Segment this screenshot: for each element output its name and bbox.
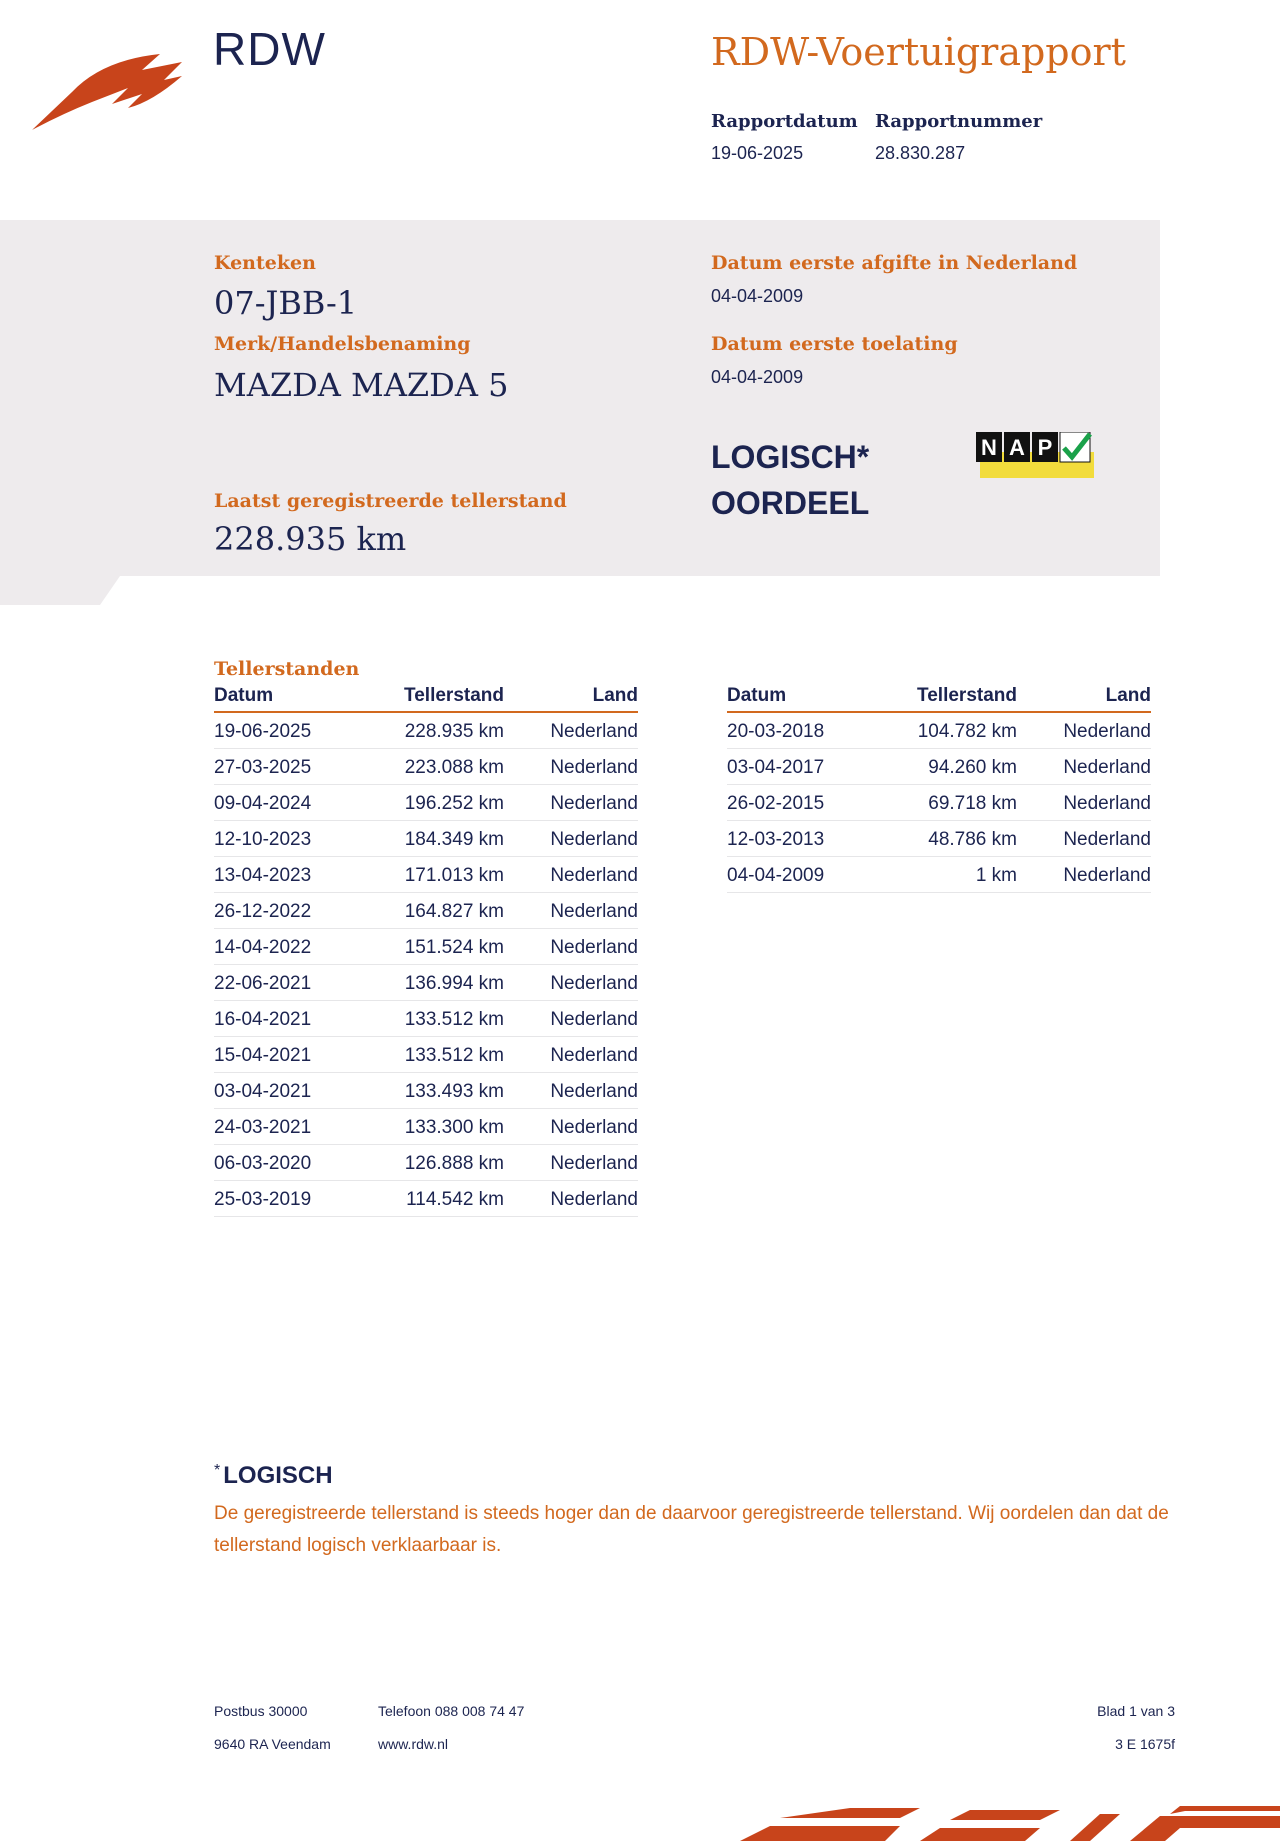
col-land-header: Land: [504, 680, 638, 712]
cell-datum: 03-04-2021: [214, 1072, 364, 1108]
table-row: [727, 748, 1151, 784]
cell-tellerstand: 104.782 km: [877, 712, 1017, 748]
footer-address: 9640 RA Veendam: [214, 1736, 331, 1752]
cell-land: Nederland: [504, 1180, 638, 1216]
tellerstanden-title: Tellerstanden: [214, 658, 360, 680]
col-tellerstand-header: Tellerstand: [364, 680, 504, 712]
footnote-title-text: LOGISCH: [223, 1462, 333, 1489]
col-tellerstand-header: Tellerstand: [877, 680, 1017, 712]
afgifte-label: Datum eerste afgifte in Nederland: [711, 252, 1078, 274]
footnote-title: [214, 1462, 333, 1490]
cell-tellerstand: 133.300 km: [364, 1108, 504, 1144]
cell-tellerstand: 48.786 km: [877, 820, 1017, 856]
table-row: [727, 784, 1151, 820]
cell-datum: 06-03-2020: [214, 1144, 364, 1180]
report-title: RDW-Voertuigrapport: [711, 30, 1126, 74]
cell-tellerstand: 1 km: [877, 856, 1017, 892]
oordeel-line1: LOGISCH*: [711, 439, 870, 475]
table-row: [214, 856, 638, 892]
cell-datum: 12-10-2023: [214, 820, 364, 856]
cell-land: Nederland: [504, 1108, 638, 1144]
cell-tellerstand: 171.013 km: [364, 856, 504, 892]
nap-letter-p: P: [1037, 435, 1053, 460]
afgifte-value: 04-04-2009: [711, 286, 804, 306]
cell-tellerstand: 228.935 km: [364, 712, 504, 748]
cell-datum: 25-03-2019: [214, 1180, 364, 1216]
cell-tellerstand: 69.718 km: [877, 784, 1017, 820]
toelating-label: Datum eerste toelating: [711, 333, 958, 355]
tellerstanden-table-right: [727, 680, 1151, 893]
cell-tellerstand: 133.493 km: [364, 1072, 504, 1108]
cell-land: Nederland: [504, 784, 638, 820]
table-row: [214, 1144, 638, 1180]
cell-datum: 26-02-2015: [727, 784, 877, 820]
cell-datum: 13-04-2023: [214, 856, 364, 892]
cell-land: Nederland: [504, 1000, 638, 1036]
cell-tellerstand: 196.252 km: [364, 784, 504, 820]
col-datum-header: Datum: [214, 680, 364, 712]
cell-land: Nederland: [1017, 748, 1151, 784]
cell-land: Nederland: [504, 1144, 638, 1180]
toelating-value: 04-04-2009: [711, 367, 804, 387]
cell-datum: 20-03-2018: [727, 712, 877, 748]
table-row: [214, 1072, 638, 1108]
footer-page-number: Blad 1 van 3: [1097, 1703, 1175, 1719]
rapportnummer-label: Rapportnummer: [875, 111, 1043, 132]
cell-land: Nederland: [1017, 856, 1151, 892]
cell-tellerstand: 136.994 km: [364, 964, 504, 1000]
footnote-star: *: [214, 1462, 221, 1479]
col-datum-header: Datum: [727, 680, 877, 712]
table-row: [214, 1000, 638, 1036]
rapportnummer-value: 28.830.287: [875, 143, 966, 163]
col-land-header: Land: [1017, 680, 1151, 712]
footer-stripes-decoration: [740, 1806, 1280, 1841]
cell-tellerstand: 184.349 km: [364, 820, 504, 856]
table-row: [214, 1180, 638, 1216]
cell-land: Nederland: [504, 928, 638, 964]
nap-logo-icon: [976, 432, 1094, 478]
panel-notch: [0, 575, 1160, 605]
table-row: [214, 712, 638, 748]
cell-datum: 09-04-2024: [214, 784, 364, 820]
table-row: [214, 1108, 638, 1144]
cell-land: Nederland: [504, 892, 638, 928]
cell-tellerstand: 114.542 km: [364, 1180, 504, 1216]
tellerstanden-table-left: [214, 680, 638, 1217]
cell-tellerstand: 151.524 km: [364, 928, 504, 964]
cell-datum: 27-03-2025: [214, 748, 364, 784]
cell-datum: 19-06-2025: [214, 712, 364, 748]
merk-value: MAZDA MAZDA 5: [214, 366, 509, 404]
table-header-row: [214, 680, 638, 712]
cell-land: Nederland: [504, 712, 638, 748]
footer-website[interactable]: www.rdw.nl: [378, 1736, 449, 1752]
cell-datum: 15-04-2021: [214, 1036, 364, 1072]
cell-datum: 12-03-2013: [727, 820, 877, 856]
oordeel-line2: OORDEEL: [711, 485, 870, 521]
cell-land: Nederland: [504, 1036, 638, 1072]
cell-tellerstand: 126.888 km: [364, 1144, 504, 1180]
cell-datum: 04-04-2009: [727, 856, 877, 892]
kenteken-value: 07-JBB-1: [214, 284, 358, 322]
cell-land: Nederland: [1017, 784, 1151, 820]
table-row: [214, 892, 638, 928]
cell-land: Nederland: [1017, 820, 1151, 856]
cell-datum: 16-04-2021: [214, 1000, 364, 1036]
cell-land: Nederland: [504, 964, 638, 1000]
cell-datum: 22-06-2021: [214, 964, 364, 1000]
table-header-row: [727, 680, 1151, 712]
nap-letter-n: N: [981, 435, 997, 460]
cell-datum: 26-12-2022: [214, 892, 364, 928]
table-row: [727, 712, 1151, 748]
rapportdatum-label: Rapportdatum: [711, 111, 858, 132]
tellerstand-label: Laatst geregistreerde tellerstand: [214, 490, 567, 512]
cell-tellerstand: 164.827 km: [364, 892, 504, 928]
nap-letter-a: A: [1009, 435, 1025, 460]
table-row: [214, 820, 638, 856]
table-row: [214, 964, 638, 1000]
cell-tellerstand: 223.088 km: [364, 748, 504, 784]
cell-land: Nederland: [504, 820, 638, 856]
cell-land: Nederland: [504, 856, 638, 892]
cell-tellerstand: 94.260 km: [877, 748, 1017, 784]
footer-postbus: Postbus 30000: [214, 1703, 308, 1719]
kenteken-label: Kenteken: [214, 252, 316, 274]
cell-datum: 24-03-2021: [214, 1108, 364, 1144]
footnote-text: De geregistreerde tellerstand is steeds hoger dan de daarvoor geregistreerde tellerstand. Wij oordelen dan dat de tellerstand logisch verklaarbaar is.: [214, 1503, 1169, 1556]
cell-land: Nederland: [504, 1072, 638, 1108]
rapportdatum-value: 19-06-2025: [711, 143, 804, 163]
oordeel-verdict: [711, 434, 869, 526]
table-row: [727, 820, 1151, 856]
table-row: [214, 928, 638, 964]
table-row: [214, 1036, 638, 1072]
table-row: [214, 748, 638, 784]
merk-label: Merk/Handelsbenaming: [214, 333, 471, 355]
cell-land: Nederland: [1017, 712, 1151, 748]
tellerstand-value: 228.935 km: [214, 520, 407, 558]
cell-datum: 14-04-2022: [214, 928, 364, 964]
cell-land: Nederland: [504, 748, 638, 784]
cell-tellerstand: 133.512 km: [364, 1036, 504, 1072]
cell-datum: 03-04-2017: [727, 748, 877, 784]
cell-tellerstand: 133.512 km: [364, 1000, 504, 1036]
table-row: [214, 784, 638, 820]
rdw-logo-icon: [32, 52, 192, 132]
table-row: [727, 856, 1151, 892]
brand-name: RDW: [213, 23, 326, 75]
footer-telefoon: Telefoon 088 008 74 47: [378, 1703, 525, 1719]
footer-code: 3 E 1675f: [1115, 1736, 1175, 1752]
